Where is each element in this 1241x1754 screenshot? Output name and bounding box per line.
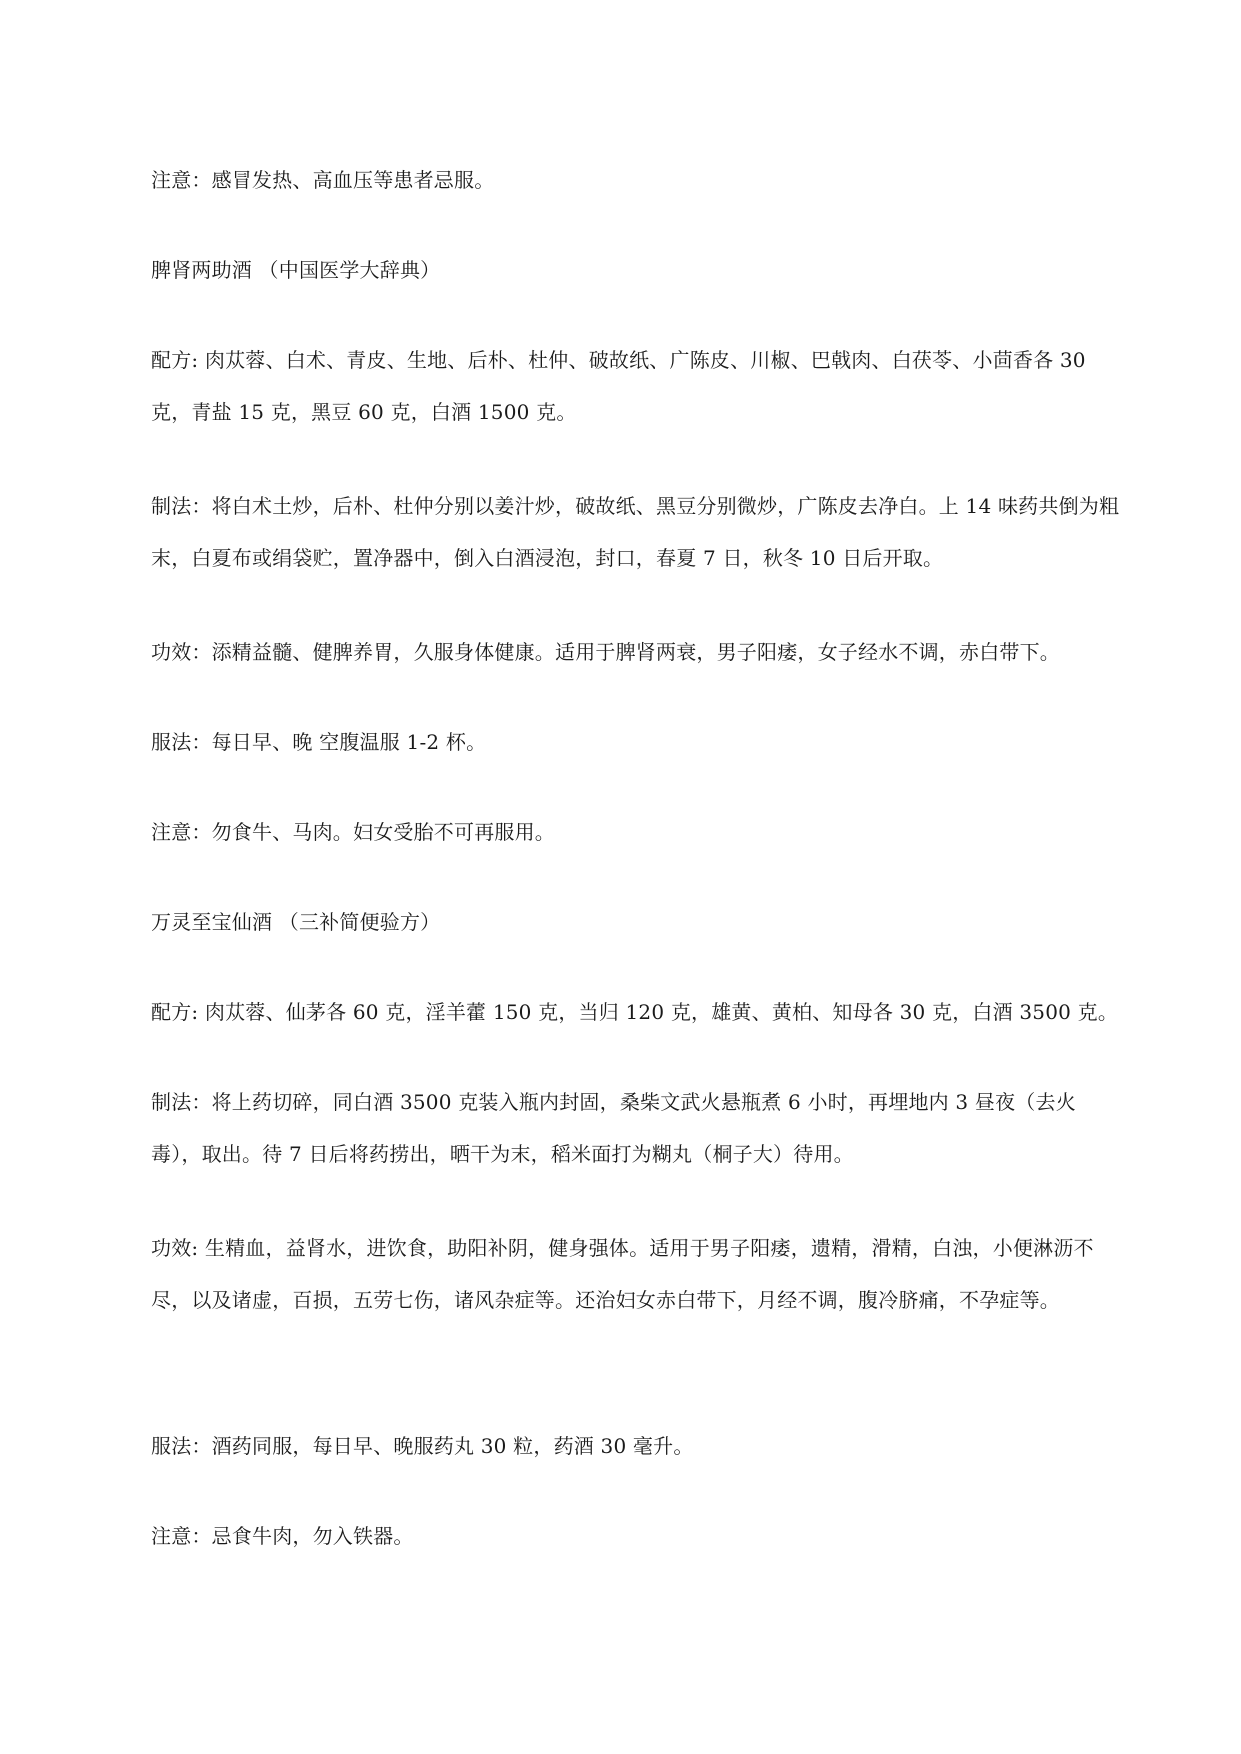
effect-paragraph-1: 功效：添精益髓、健脾养胃，久服身体健康。适用于脾肾两衰，男子阳痿，女子经水不调，赤白带下。 bbox=[151, 640, 1060, 664]
usage-paragraph-2: 服法：酒药同服，每日早、晚服药丸 30 粒，药酒 30 毫升。 bbox=[151, 1434, 694, 1458]
note-paragraph-3: 注意：忌食牛肉，勿入铁器。 bbox=[151, 1524, 414, 1548]
usage-paragraph-1: 服法：每日早、晚 空腹温服 1-2 杯。 bbox=[151, 730, 487, 754]
formula-paragraph-1: 配方: 肉苁蓉、白术、青皮、生地、后朴、杜仲、破故纸、广陈皮、川椒、巴戟肉、白茯苓、小茴香各 30 克，青盐 15 克，黑豆 60 克，白酒 1500 克。 bbox=[151, 348, 1086, 424]
note-paragraph-2: 注意：勿食牛、马肉。妇女受胎不可再服用。 bbox=[151, 820, 555, 844]
section-title-1: 脾肾两助酒 （中国医学大辞典） bbox=[151, 258, 441, 282]
note-paragraph-1: 注意：感冒发热、高血压等患者忌服。 bbox=[151, 168, 495, 192]
method-paragraph-1: 制法：将白术土炒，后朴、杜仲分别以姜汁炒，破故纸、黑豆分别微炒，广陈皮去净白。上 14 味药共倒为粗末，白夏布或绢袋贮，置净器中，倒入白酒浸泡，封口，春夏 7 日，秋冬 10 日后开取。 bbox=[151, 494, 1120, 570]
method-paragraph-2: 制法：将上药切碎，同白酒 3500 克装入瓶内封固，桑柴文武火悬瓶煮 6 小时，再埋地内 3 昼夜（去火毒），取出。待 7 日后将药捞出，晒干为末，稻米面打为糊丸（桐子大）待用。 bbox=[151, 1090, 1076, 1166]
effect-paragraph-2: 功效: 生精血，益肾水，进饮食，助阳补阴，健身强体。适用于男子阳痿，遗精，滑精，白浊，小便淋沥不尽，以及诸虚，百损，五劳七伤，诸风杂症等。还治妇女赤白带下，月经不调，腹冷脐痛，不孕症等。 bbox=[151, 1236, 1094, 1312]
formula-paragraph-2: 配方: 肉苁蓉、仙茅各 60 克，淫羊藿 150 克，当归 120 克，雄黄、黄柏、知母各 30 克，白酒 3500 克。 bbox=[151, 1000, 1119, 1024]
section-title-2: 万灵至宝仙酒 （三补简便验方） bbox=[151, 910, 441, 934]
